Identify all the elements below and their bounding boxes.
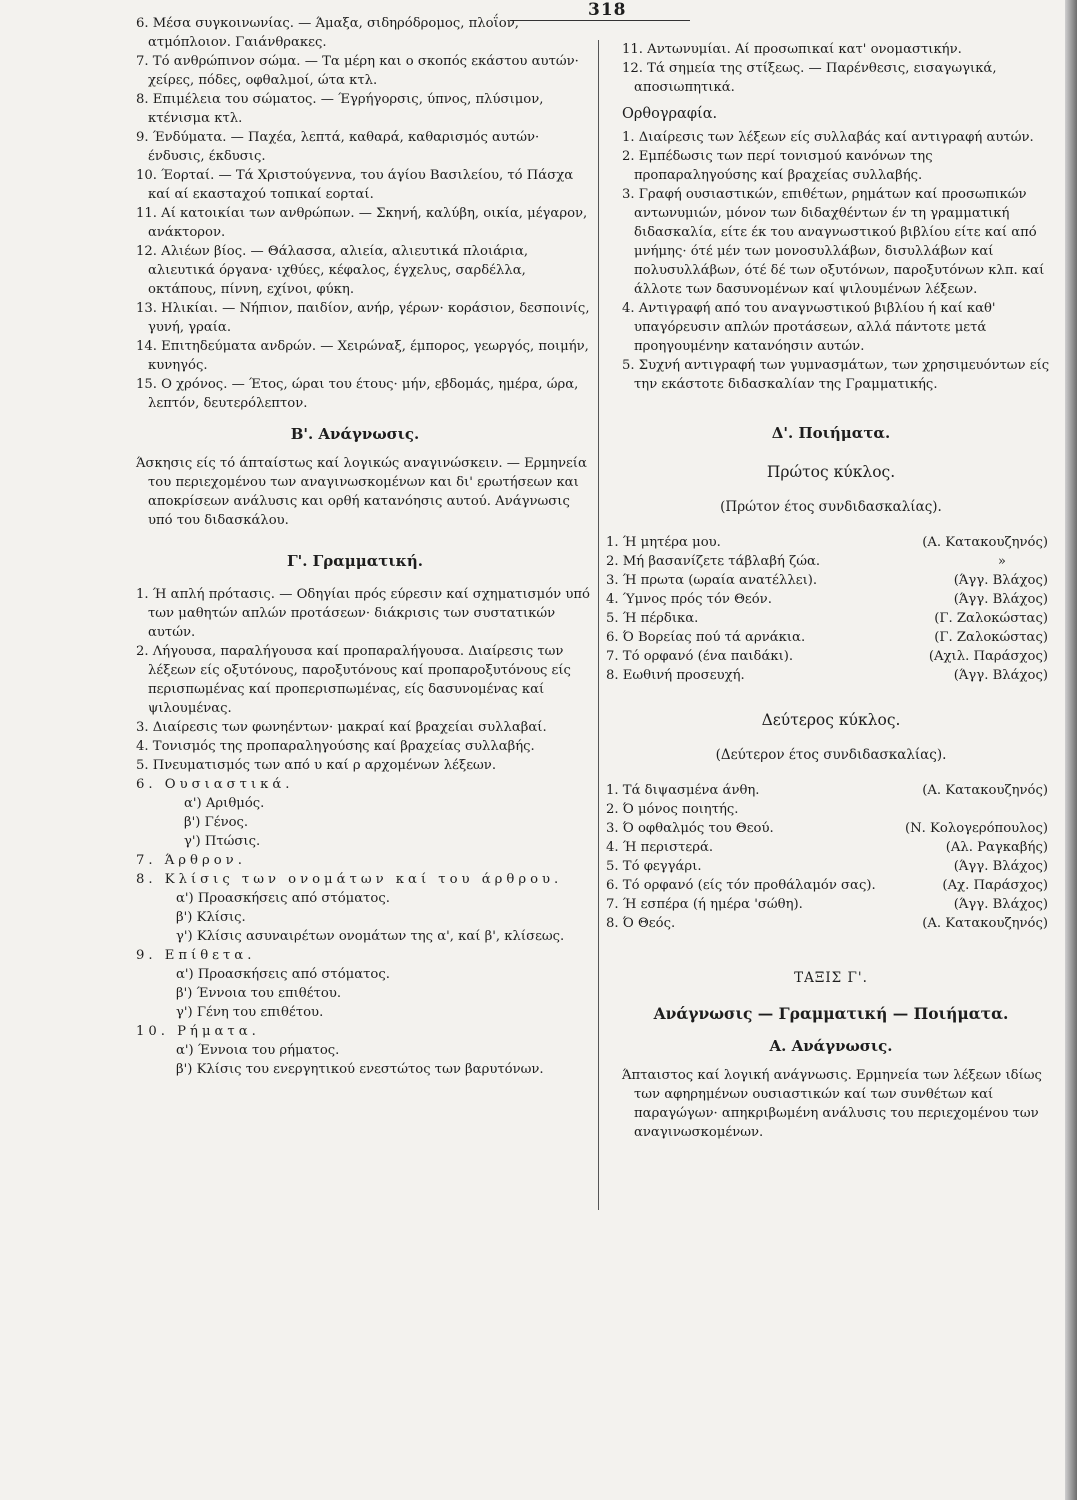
poem-row bbox=[606, 647, 1056, 666]
topic-item: 14. Επιτηδεύματα ανδρών. — Χειρώναξ, έμπορος, γεωργός, ποιμήν, κυνηγός. bbox=[136, 339, 589, 373]
poem-title: 2. Μή βασανίζετε τάβλαβή ζώα. bbox=[606, 554, 821, 569]
topic-item: 8. Επιμέλεια του σώματος. — Έγρήγορσις, ύπνος, πλύσιμον, κτένισμα κτλ. bbox=[136, 92, 544, 126]
grammar-subitem: β') Κλίσις. bbox=[176, 910, 246, 925]
poem-title: 5. Τό φεγγάρι. bbox=[606, 859, 702, 874]
poem-author: (Α. Κατακουζηνός) bbox=[922, 916, 1048, 931]
poem-row bbox=[606, 533, 1056, 552]
poem-author: (Α. Κατακουζηνός) bbox=[922, 783, 1048, 798]
section-heading-reading: Β'. Ανάγνωσις. bbox=[290, 425, 420, 443]
poem-title: 7. Τό ορφανό (ένα παιδάκι). bbox=[606, 649, 794, 664]
grammar-subitem: α') Έννοια του ρήματος. bbox=[176, 1043, 340, 1058]
poem-title: 6. Τό ορφανό (είς τόν προθάλαμόν σας). bbox=[606, 878, 876, 893]
poem-author: (Αχ. Παράσχος) bbox=[942, 878, 1048, 893]
orthography-item: 5. Συχνή αντιγραφή των γυμνασμάτων, των χρησιμευόντων είς την εκάστοτε διδασκαλίαν της Γραμματικής. bbox=[622, 358, 1050, 392]
poem-author bbox=[1048, 800, 1056, 819]
poem-row bbox=[606, 819, 1056, 838]
poem-author: (Αλ. Ραγκαβής) bbox=[945, 840, 1048, 855]
second-cycle-title: Δεύτερος κύκλος. bbox=[761, 711, 901, 729]
topic-item: 12. Αλιέων βίος. — Θάλασσα, αλιεία, αλιευτικά πλοιάρια, αλιευτικά όργανα· ιχθύες, κέφαλος, έγχελυς, σαρδέλλα, οκτάπους, πίννη, εχίνοι, φύκη. bbox=[136, 244, 529, 297]
poem-author: (Ν. Κολογερόπουλος) bbox=[904, 821, 1048, 836]
left-column bbox=[120, 14, 590, 1079]
grammar-subitem: β') Κλίσις του ενεργητικού ενεστώτος των βαρυτόνων. bbox=[176, 1062, 544, 1077]
second-cycle-year: (Δεύτερον έτος συνδιδασκαλίας). bbox=[715, 747, 947, 763]
first-cycle-poem-list bbox=[606, 533, 1056, 685]
grammar-subitem: β') Γένος. bbox=[184, 815, 249, 830]
poem-title: 5. Ή πέρδικα. bbox=[606, 611, 699, 626]
poem-title: 2. Ό μόνος ποιητής. bbox=[606, 802, 739, 817]
topic-item: 6. Μέσα συγκοινωνίας. — Άμαξα, σιδηρόδρομος, πλοΐον, ατμόπλοιον. Γαιάνθρακες. bbox=[136, 16, 519, 50]
poem-author: (Γ. Ζαλοκώστας) bbox=[934, 611, 1048, 626]
grammar-subitem: β') Έννοια του επιθέτου. bbox=[176, 986, 342, 1001]
topic-item: 11. Αί κατοικίαι των ανθρώπων. — Σκηνή, καλύβη, οικία, μέγαρον, ανάκτορον. bbox=[136, 206, 588, 240]
poem-row bbox=[606, 628, 1056, 647]
poem-title: 8. Ό Θεός. bbox=[606, 916, 676, 931]
first-cycle-year: (Πρώτον έτος συνδιδασκαλίας). bbox=[720, 499, 942, 515]
grammar-subitem: α') Προασκήσεις από στόματος. bbox=[176, 891, 390, 906]
poem-title: 1. Τά διψασμένα άνθη. bbox=[606, 783, 760, 798]
right-column bbox=[606, 40, 1056, 1142]
poem-row bbox=[606, 571, 1056, 590]
poem-author: (Α. Κατακουζηνός) bbox=[922, 535, 1048, 550]
grammar-item-nouns: 6. Ουσιαστικά. bbox=[136, 777, 294, 792]
poem-author: (Άγγ. Βλάχος) bbox=[953, 592, 1048, 607]
topic-item: 15. Ο χρόνος. — Έτος, ώραι του έτους· μήν, εβδομάς, ημέρα, ώρα, λεπτόν, δευτερόλεπτον. bbox=[136, 377, 579, 411]
poem-author: » bbox=[997, 554, 1006, 569]
section-heading-poems: Δ'. Ποιήματα. bbox=[771, 424, 891, 442]
section-heading-grammar: Γ'. Γραμματική. bbox=[286, 552, 424, 570]
poem-title: 6. Ό Βορείας πού τά αρνάκια. bbox=[606, 630, 806, 645]
class-title: ΤΑΞΙΣ Γ'. bbox=[794, 970, 868, 986]
grammar-item-adjectives: 9. Επίθετα. bbox=[136, 948, 256, 963]
poem-row bbox=[606, 609, 1056, 628]
poem-row bbox=[606, 838, 1056, 857]
second-cycle-poem-list bbox=[606, 781, 1056, 933]
poem-title: 4. Ύμνος πρός τόν Θεόν. bbox=[606, 592, 772, 607]
orthography-item: 4. Αντιγραφή από του αναγνωστικού βιβλίου ή καί καθ' υπαγόρευσιν απλών προτάσεων, αλλά πάντοτε μετά προηγουμένην κατανόησιν αυτών. bbox=[622, 301, 996, 354]
poem-author: (Άγγ. Βλάχος) bbox=[953, 859, 1048, 874]
poem-row bbox=[606, 781, 1056, 800]
poem-title: 3. Ό οφθαλμός του Θεού. bbox=[606, 821, 774, 836]
topic-item: 10. Έορταί. — Τά Χριστούγεννα, του άγίου Βασιλείου, τό Πάσχα καί αί εκασταχού τοπικαί εορταί. bbox=[136, 168, 574, 202]
grammar-item-verbs: 10. Ρήματα. bbox=[136, 1024, 260, 1039]
grammar-item: 4. Τονισμός της προπαραληγούσης καί βραχείας συλλαβής. bbox=[136, 739, 535, 754]
grammar-subitem: α') Αριθμός. bbox=[184, 796, 265, 811]
orthography-item: 3. Γραφή ουσιαστικών, επιθέτων, ρημάτων καί προσωπικών αντωνυμιών, μόνον των διδαχθέντων έν τη γραμματική διδασκαλία, είτε έκ του αναγνωστικού βιβλίου είτε καί από μνήμης· ότέ μέν των μονοσυλλάβων, δισυλλάβων καί πολυσυλλάβων, ότέ δέ των οξυτόνων, παροξυτόνων κλπ. καί άλλοτε των δασυνομένων καί ψιλουμένων λέξεων. bbox=[622, 187, 1045, 297]
reading-paragraph: Άσκησις είς τό άπταίστως καί λογικώς αναγινώσκειν. — Ερμηνεία του περιεχομένου των αναγινωσκομένων και δι' ερωτήσεων και αποκρίσεων ανάλυσις και ορθή κατανόησις αυτού. Ανάγνωσις υπό του διδασκάλου. bbox=[136, 456, 587, 528]
poem-row bbox=[606, 590, 1056, 609]
poem-row bbox=[606, 800, 1056, 819]
first-cycle-title: Πρώτος κύκλος. bbox=[766, 463, 896, 481]
orthography-item: 1. Διαίρεσις των λέξεων είς συλλαβάς καί αντιγραφή αυτών. bbox=[622, 130, 1034, 145]
grammar-item-article: 7. Άρθρον. bbox=[136, 853, 246, 868]
reading-paragraph-c: Άπταιστος καί λογική ανάγνωσις. Ερμηνεία των λέξεων ιδίως των αφηρημένων ουσιαστικών καί των συνθέτων καί παραγώγων· απηκριβωμένη ανάλυσις του περιεχομένου των αναγινωσκομένων. bbox=[622, 1068, 1042, 1140]
column-divider bbox=[598, 40, 599, 1210]
poem-title: 8. Εωθινή προσευχή. bbox=[606, 668, 745, 683]
poem-author: (Άγγ. Βλάχος) bbox=[953, 573, 1048, 588]
poem-author: (Άγγ. Βλάχος) bbox=[953, 668, 1048, 683]
poem-row bbox=[606, 876, 1056, 895]
grammar-item: 1. Ή απλή πρότασις. — Οδηγίαι πρός εύρεσιν καί σχηματισμόν υπό των μαθητών απλών προτάσεων· διάκρισις των συστατικών αυτών. bbox=[136, 587, 590, 640]
poem-title: 4. Ή περιστερά. bbox=[606, 840, 714, 855]
poem-author: (Αχιλ. Παράσχος) bbox=[928, 649, 1048, 664]
topic-item: 7. Τό ανθρώπινον σώμα. — Τα μέρη και ο σκοπός εκάστου αυτών· χείρες, πόδες, οφθαλμοί, ώτα κτλ. bbox=[136, 54, 579, 88]
orthography-heading: Ορθογραφία. bbox=[622, 106, 718, 122]
grammar-subitem: γ') Κλίσις ασυναιρέτων ονομάτων της α', καί β', κλίσεως. bbox=[176, 929, 565, 944]
poem-row bbox=[606, 552, 1056, 571]
grammar-item: 2. Λήγουσα, παραλήγουσα καί προπαραλήγουσα. Διαίρεσις των λέξεων είς οξυτόνους, παροξυτόνους καί προπαροξυτόνους είς περισπωμένας καί προπερισπωμένας, είς δασυνομένας καί ψιλουμένας. bbox=[136, 644, 571, 716]
grammar-item: 12. Τά σημεία της στίξεως. — Παρένθεσις, εισαγωγικά, αποσιωπητικά. bbox=[622, 61, 997, 95]
poem-row bbox=[606, 666, 1056, 685]
class-subtitle: Ανάγνωσις — Γραμματική — Ποιήματα. bbox=[653, 1004, 1009, 1023]
poem-row bbox=[606, 914, 1056, 933]
poem-title: 7. Ή εσπέρα (ή ημέρα 'σώθη). bbox=[606, 897, 803, 912]
poem-author: (Γ. Ζαλοκώστας) bbox=[934, 630, 1048, 645]
poem-row bbox=[606, 857, 1056, 876]
grammar-subitem: γ') Γένη του επιθέτου. bbox=[176, 1005, 324, 1020]
grammar-item-declension: 8. Κλίσις των ονομάτων καί του άρθρου. bbox=[136, 872, 563, 887]
grammar-subitem: α') Προασκήσεις από στόματος. bbox=[176, 967, 390, 982]
grammar-item: 5. Πνευματισμός των από υ καί ρ αρχομένων λέξεων. bbox=[136, 758, 497, 773]
poem-row bbox=[606, 895, 1056, 914]
poem-title: 1. Ή μητέρα μου. bbox=[606, 535, 721, 550]
grammar-item: 11. Αντωνυμίαι. Αί προσωπικαί κατ' ονομαστικήν. bbox=[622, 42, 962, 57]
grammar-item: 3. Διαίρεσις των φωνηέντων· μακραί καί βραχείαι συλλαβαί. bbox=[136, 720, 547, 735]
page-number: 318 bbox=[588, 0, 627, 20]
poem-author: (Άγγ. Βλάχος) bbox=[953, 897, 1048, 912]
section-heading-reading-c: Α. Ανάγνωσις. bbox=[769, 1037, 893, 1055]
topic-item: 13. Ηλικίαι. — Νήπιον, παιδίον, ανήρ, γέρων· κοράσιον, δεσποινίς, γυνή, γραία. bbox=[136, 301, 590, 335]
topic-item: 9. Ένδύματα. — Παχέα, λεπτά, καθαρά, καθαρισμός αυτών· ένδυσις, έκδυσις. bbox=[136, 130, 540, 164]
poem-title: 3. Ή πρωτα (ωραία ανατέλλει). bbox=[606, 573, 818, 588]
orthography-item: 2. Εμπέδωσις των περί τονισμού κανόνων της προπαραληγούσης καί βραχείας συλλαβής. bbox=[622, 149, 933, 183]
grammar-subitem: γ') Πτώσις. bbox=[184, 834, 261, 849]
page-edge-shadow bbox=[1065, 0, 1077, 1500]
